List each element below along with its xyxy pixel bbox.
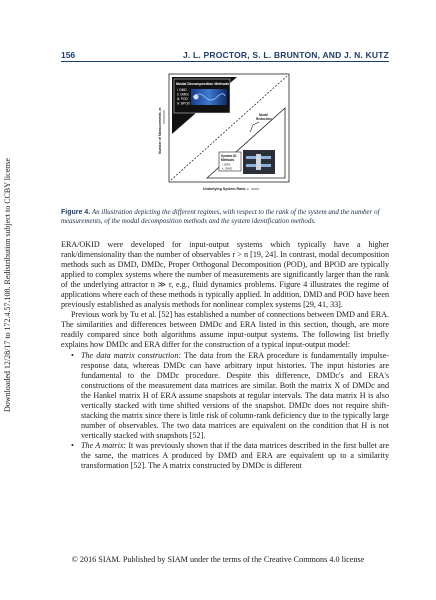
solar-panel [246,164,256,167]
paragraph: Previous work by Tu et al. [52] has established a number of connections between DMD and ERA. The similarities and differences between DMDc and ERA listed in this section, though, are more readily compared since both algorithms assume input-output systems. The following list briefly explains how DMDc and ERA differ for the construction of a typical input-output model: [61,310,389,350]
model-reduction-label: Model [259,113,269,117]
modal-box-title: Modal Decomposition Methods [176,82,230,86]
modal-item: i. DMD [177,88,187,92]
solar-panel [261,164,271,167]
paragraph: ERA/OKID were developed for input-output systems which typically have a higher rank/dimensionality than the number of observables r > n [19, 24]. In contrast, modal decomposition methods such as DMD, DMDc, Proper Orthogonal Decomposition (POD), and BPOD are typically applied to complex systems where the number of measurements are significantly larger than the rank of the underlying attractor n ≫ r, e.g., fluid dynamics problems. Figure 4 illustrates the regime of applications where each of these methods is typically applied. In addition, DMD and POD have been previously established as analysis methods for nonlinear complex systems [29, 41, 33]. [61,240,389,310]
fluid-cylinder [194,95,199,100]
list-item-heading: The A matrix: [81,440,127,450]
page-number: 156 [61,50,76,60]
modal-item: ii. DMDc [177,92,190,97]
list-item-heading: The data matrix construction: [81,350,182,360]
sysid-title: System ID [221,154,237,158]
solar-panel [246,156,256,159]
model-reduction-label: Reduction [256,117,272,121]
model-reduction-arrow [250,122,259,132]
figure-4 [147,72,293,200]
figure-caption [61,208,389,226]
download-sidebar-note [3,158,15,424]
list-item [81,441,389,471]
y-axis-label: Number of Measurements, m [158,107,162,154]
list-item-text: The data from the ERA procedure is fundamentally impulse-response data, whereas DMDc can have arbitrary input histories. The input histories are fundamental to the DMDc procedure. Despite this difference, DMDc's and ERA's constructions of the measurement data matrices are similar. Both the matrix X of DMDc and the Hankel matrix H of ERA assume snapshots at regular intervals. The data matrix H is also vertically stacked with time shifted versions of the snapshot. DMDc does not require shift-stacking the matrix since there is little risk of column-rank deficiency due to the typically large number of observables. The two data matrices are equivalent on the condition that H is not vertically stacked with snapshots [52]. [81,350,389,440]
modal-item: iv. BPOD [177,101,190,106]
body-text [61,240,389,471]
sysid-item: i. ERA [222,162,231,167]
license-footer: © 2016 SIAM. Published by SIAM under the terms of the Creative Commons 4.0 license [71,555,365,564]
sysid-title: Methods [221,158,235,162]
caption-text: An illustration depicting the different regimes, with respect to the rank of the system and the number of measurements, of the modal decomposition methods and the system identification methods. [61,208,380,226]
modal-item: iii. POD [177,97,188,101]
header-rule [61,61,389,62]
solar-panel [261,156,271,159]
sysid-item: ii. OKID [222,166,233,171]
comparison-list [61,351,389,472]
figure-diagram [147,72,293,200]
running-header-authors: J. L. PROCTOR, S. L. BRUNTON, AND J. N. KUTZ [182,50,389,60]
list-item-text: It was previously shown that if the data matrices described in the first bullet are the same, the matrices A produced by DMD and ERA are equivalent up to a similarity transformation [52]. The A matrix constructed by DMDc is different [81,440,389,471]
x-axis-label: Underlying System Rank, r [203,187,249,191]
station-module [256,154,261,170]
list-item [81,351,389,441]
sidebar-text: Downloaded 12/28/17 to 172.4.57.108. Redistribution subject to CCBY license [3,158,12,412]
caption-label: Figure 4. [61,209,91,216]
